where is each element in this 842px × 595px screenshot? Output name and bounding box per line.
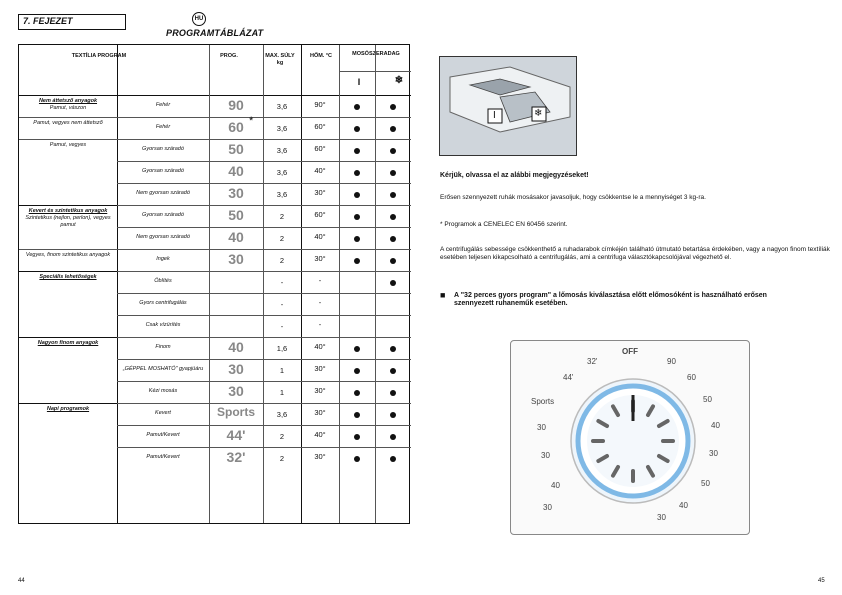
program-number: 90 — [228, 97, 244, 113]
row-divider — [117, 139, 411, 140]
detergent-main-dot — [354, 104, 360, 110]
row-divider — [117, 293, 411, 294]
row-divider — [117, 249, 411, 250]
detergent-main-dot — [354, 170, 360, 176]
row-divider — [117, 359, 411, 360]
detergent-main-dot — [354, 192, 360, 198]
row-description: Pamut/Kevert — [146, 432, 180, 438]
max-load: 3,6 — [276, 124, 288, 133]
temperature: - — [318, 320, 322, 329]
detergent-softener-dot — [390, 258, 396, 264]
row-description: Kézi mosás — [148, 388, 178, 394]
group-subtitle: Pamut, vegyes — [49, 142, 87, 148]
dial-label-60: 60 — [687, 373, 696, 382]
note-quick-program: A "32 perces gyors program" a lőmosás kiválasztása előtt előmosóként is használható erősen szennyezett ruhaneműk esetében. — [454, 292, 767, 307]
dial-label-40b: 40 — [679, 501, 688, 510]
program-number: 40 — [228, 163, 244, 179]
max-load: 2 — [279, 256, 285, 265]
detergent-main-dot — [354, 434, 360, 440]
row-description: Kevert — [155, 410, 171, 416]
detergent-softener-dot — [390, 214, 396, 220]
row-divider — [117, 381, 411, 382]
group-label — [21, 142, 115, 149]
detergent-softener-dot — [390, 390, 396, 396]
temperature: 30° — [314, 386, 326, 395]
group-subtitle: Vegyes, finom szintetikus anyagok — [25, 252, 111, 258]
detergent-main-dot — [354, 456, 360, 462]
group-subtitle: Pamut, vászon — [49, 105, 87, 111]
group-divider — [19, 117, 117, 118]
detergent-softener-dot — [390, 368, 396, 374]
row-description: Finom — [155, 344, 171, 350]
program-table — [18, 44, 410, 524]
temperature: 30° — [314, 452, 326, 461]
temperature: 30° — [314, 408, 326, 417]
detergent-main-dot — [354, 390, 360, 396]
detergent-main-dot — [354, 236, 360, 242]
group-label — [21, 340, 115, 347]
note-marker: ■ — [440, 290, 446, 300]
temperature: 40° — [314, 232, 326, 241]
temperature: 30° — [314, 254, 326, 263]
max-load: 3,6 — [276, 146, 288, 155]
program-number: 60 — [228, 119, 244, 135]
group-label — [21, 252, 115, 259]
row-description: Nem gyorsan száradó — [136, 234, 190, 240]
dial-label-drain: 30 — [543, 503, 552, 512]
detergent-softener-dot — [390, 104, 396, 110]
group-title: Speciális lehetőségek — [39, 274, 97, 280]
detergent-main-dot — [354, 148, 360, 154]
detergent-softener-dot — [390, 434, 396, 440]
page-number-right: 45 — [818, 578, 825, 584]
row-divider — [117, 337, 411, 338]
group-divider — [19, 403, 117, 404]
max-load: 3,6 — [276, 190, 288, 199]
dial-label-wool: 30 — [541, 451, 550, 460]
max-load: 3,6 — [276, 102, 288, 111]
program-number: 32' — [226, 449, 246, 465]
temperature: 60° — [314, 144, 326, 153]
max-load: 1 — [279, 366, 285, 375]
group-label — [21, 98, 115, 112]
dial-label-44: 44' — [563, 373, 574, 382]
photo-label-softener: ❄ — [534, 108, 543, 119]
program-number: 30 — [228, 251, 244, 267]
dial-label-30: 30 — [709, 449, 718, 458]
row-divider — [117, 403, 411, 404]
detergent-softener-dot — [390, 236, 396, 242]
group-divider — [19, 205, 117, 206]
detergent-softener-dot — [390, 280, 396, 286]
dial-label-delicate: 40 — [551, 481, 560, 490]
detergent-softener-dot — [390, 126, 396, 132]
asterisk-marker: * — [249, 115, 254, 127]
temperature: 30° — [314, 364, 326, 373]
row-divider — [117, 447, 411, 448]
dial-label-30b: 30 — [657, 513, 666, 522]
row-divider — [117, 227, 411, 228]
row-description: Öblítés — [154, 278, 172, 284]
group-divider — [19, 249, 117, 250]
detergent-softener-dot — [390, 456, 396, 462]
detergent-main-icon: I — [357, 77, 361, 87]
header-max-load: MAX. SÚLY kg — [265, 53, 295, 66]
max-load: 2 — [279, 454, 285, 463]
group-label — [21, 274, 115, 281]
program-number: 44' — [226, 427, 246, 443]
group-subtitle: Pamut, vegyes nem áttetsző — [33, 120, 103, 126]
detergent-main-dot — [354, 346, 360, 352]
max-load: 3,6 — [276, 410, 288, 419]
group-title: Kevert és szintetikus anyagok — [28, 208, 108, 214]
program-number: 40 — [228, 229, 244, 245]
max-load: 2 — [279, 234, 285, 243]
detergent-softener-dot — [390, 192, 396, 198]
row-description: Gyorsan száradó — [142, 168, 184, 174]
dial-label-50b: 50 — [701, 479, 710, 488]
row-divider — [117, 161, 411, 162]
row-description: Fehér — [155, 102, 171, 108]
chapter-label: 7. FEJEZET — [18, 14, 126, 30]
header-detergent: MOSÓSZERADAG — [352, 51, 400, 57]
detergent-softener-dot — [390, 148, 396, 154]
detergent-softener-dot — [390, 170, 396, 176]
program-number: 30 — [228, 185, 244, 201]
dial-off: OFF — [622, 347, 638, 356]
max-load: - — [280, 300, 284, 309]
group-subtitle: Szintetikus (nejlon, perlon), vegyes pamut — [25, 215, 111, 228]
detergent-softener-dot — [390, 346, 396, 352]
detergent-softener-icon: ❄ — [394, 75, 404, 86]
program-number: Sports — [216, 405, 255, 419]
header-temp: HŐM. °C — [309, 53, 333, 59]
temperature: 60° — [314, 210, 326, 219]
group-label — [21, 120, 115, 127]
group-divider — [19, 271, 117, 272]
row-divider — [117, 425, 411, 426]
group-label — [21, 208, 115, 229]
group-divider — [19, 139, 117, 140]
max-load: 1 — [279, 388, 285, 397]
program-number: 40 — [228, 339, 244, 355]
max-load: - — [280, 278, 284, 287]
row-description: Nem gyorsan száradó — [136, 190, 190, 196]
row-description: „GÉPPEL MOSHATÓ" gyapjúáru — [122, 366, 204, 372]
page-number-left: 44 — [18, 578, 25, 584]
group-title: Nagyon finom anyagok — [37, 340, 99, 346]
row-description: Gyorsan száradó — [142, 146, 184, 152]
group-title: Nem áttetsző anyagok — [38, 98, 98, 104]
dial-label-90: 90 — [667, 357, 676, 366]
row-description: Fehér — [155, 124, 171, 130]
group-label — [21, 406, 115, 413]
dial-label-sports: Sports — [531, 397, 555, 406]
dial-label-50: 50 — [703, 395, 712, 404]
temperature: 60° — [314, 122, 326, 131]
temperature: - — [318, 298, 322, 307]
program-dial — [510, 340, 750, 535]
row-description: Gyorsan száradó — [142, 212, 184, 218]
note-heavy-soil: Erősen szennyezett ruhák mosásakor javasoljuk, hogy csökkentse le a mennyiséget 3 kg-ra. — [440, 194, 706, 201]
header-divider — [19, 95, 411, 96]
detergent-main-dot — [354, 412, 360, 418]
row-divider — [117, 183, 411, 184]
temperature: 40° — [314, 166, 326, 175]
row-divider — [117, 271, 411, 272]
row-divider — [117, 117, 411, 118]
detergent-main-dot — [354, 258, 360, 264]
header-textile: TEXTÍLIA PROGRAM — [71, 53, 127, 59]
temperature: 40° — [314, 430, 326, 439]
detergent-drawer-photo — [439, 56, 577, 156]
program-number: 30 — [228, 383, 244, 399]
max-load: 2 — [279, 212, 285, 221]
row-divider — [117, 315, 411, 316]
group-divider — [19, 337, 117, 338]
program-number: 30 — [228, 361, 244, 377]
row-divider — [117, 205, 411, 206]
max-load: 3,6 — [276, 168, 288, 177]
row-description: Ingek — [156, 256, 170, 262]
temperature: 30° — [314, 188, 326, 197]
dial-label-handwash: 30 — [537, 423, 546, 432]
program-number: 50 — [228, 141, 244, 157]
temperature: 40° — [314, 342, 326, 351]
note-cenelec: * Programok a CENELEC EN 60456 szerint. — [440, 221, 568, 228]
row-description: Gyors centrifugálás — [139, 300, 187, 306]
dial-label-40: 40 — [711, 421, 720, 430]
language-badge: HU — [192, 12, 206, 26]
temperature: 90° — [314, 100, 326, 109]
note-spin-speed: A centrifugálás sebessége csökkenthető a ruhadarabok címkéjén található útmutató betartása érdekében, vagy a nagyon finom textíliák esetében teljesen kikapcsolható a centrifugálás, ami a centrifuga választókapcsolójával végezhető el. — [440, 246, 830, 261]
group-title: Napi programok — [46, 406, 90, 412]
photo-label-main: I — [493, 110, 496, 121]
row-description: Pamut/Kevert — [146, 454, 180, 460]
detergent-main-dot — [354, 214, 360, 220]
max-load: 2 — [279, 432, 285, 441]
temperature: - — [318, 276, 322, 285]
detergent-main-dot — [354, 368, 360, 374]
notes-heading: Kérjük, olvassa el az alábbi megjegyzéseket! — [440, 172, 589, 179]
detergent-softener-dot — [390, 412, 396, 418]
max-load: 1,6 — [276, 344, 288, 353]
header-prog: PROG. — [220, 53, 238, 59]
dial-label-32: 32' — [587, 357, 598, 366]
max-load: - — [280, 322, 284, 331]
program-number: 50 — [228, 207, 244, 223]
detergent-main-dot — [354, 126, 360, 132]
row-description: Csak vízürítés — [145, 322, 181, 328]
page-title: PROGRAMTÁBLÁZAT — [166, 28, 264, 38]
